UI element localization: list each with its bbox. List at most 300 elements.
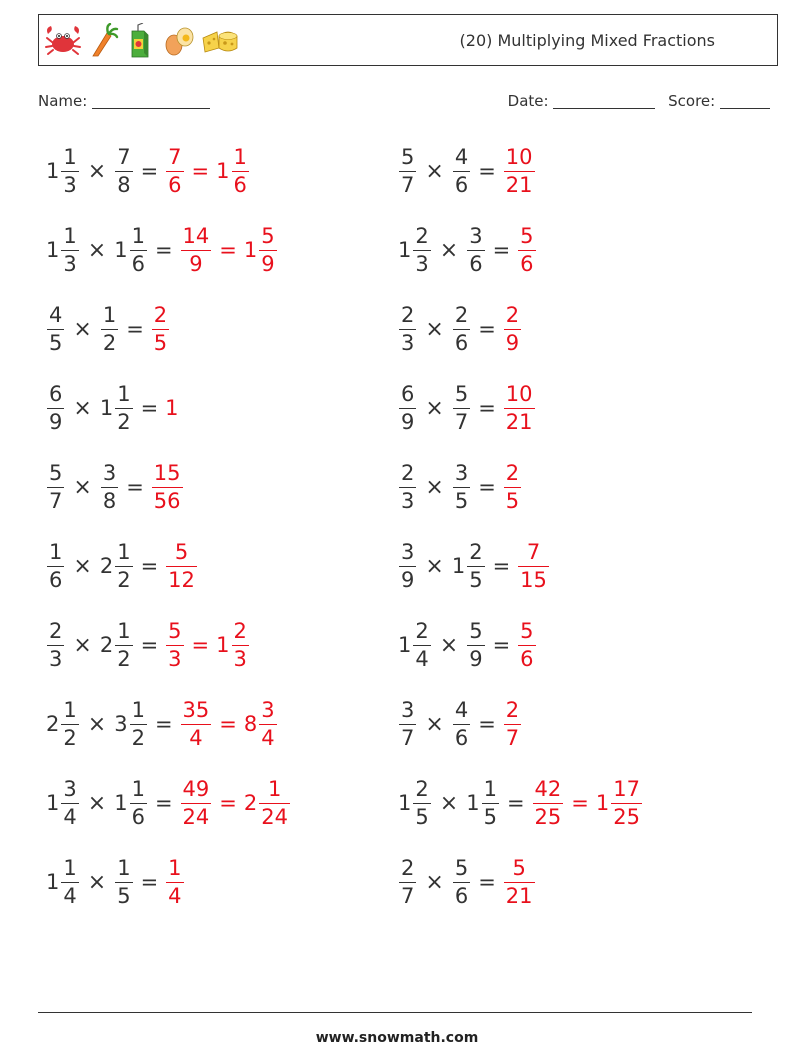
mixed-number [466,776,500,829]
fraction [504,697,521,750]
problem [46,693,278,755]
fraction [152,302,169,355]
mixed-number [165,144,184,197]
denominator: 9 [401,567,415,592]
numerator: 5 [520,223,534,248]
numerator: 2 [505,460,520,485]
numerator: 2 [401,855,415,880]
mixed-number [452,855,471,908]
denominator: 4 [189,725,203,750]
problem [46,298,170,360]
problem-row [0,456,794,518]
numerator: 1 [267,776,282,801]
numerator: 2 [469,539,483,564]
fraction [504,855,535,908]
mixed-number [451,539,486,592]
numerator: 1 [63,144,77,169]
numerator: 5 [512,855,526,880]
denominator: 9 [189,251,203,276]
score-label: Score: [668,92,716,110]
footer-divider [38,1012,752,1013]
equals-sign: = [140,396,159,420]
numerator: 3 [454,460,469,485]
mixed-number [452,460,471,513]
whole-part: 8 [243,712,258,736]
fraction [518,618,535,671]
whole-part: 2 [46,712,60,736]
fraction [166,855,183,908]
equals-sign: = [478,159,496,183]
problem [398,614,537,676]
mixed-number [398,223,432,276]
fraction [504,302,521,355]
denominator: 2 [117,409,131,434]
times-sign: × [425,869,444,895]
mixed-number [398,697,417,750]
carrot-icon [87,23,119,59]
denominator: 6 [49,567,63,592]
mixed-number [165,618,184,671]
equals-sign: = [478,870,496,894]
fraction [61,144,78,197]
denominator: 4 [415,646,429,671]
denominator: 7 [401,725,415,750]
denominator: 5 [483,804,497,829]
mixed-number [466,223,485,276]
problem-row [0,140,794,202]
fraction [259,697,276,750]
numerator: 1 [117,618,131,643]
times-sign: × [87,869,107,895]
answer [151,302,170,355]
fraction [115,381,132,434]
denominator: 5 [505,488,520,513]
mixed-number [99,618,134,671]
mixed-number [398,460,417,513]
mixed-number [180,697,213,750]
numerator: 10 [505,144,533,169]
numerator: 15 [153,460,181,485]
equals-sign: = [140,633,159,657]
whole-part: 1 [398,238,412,262]
numerator: 1 [233,144,247,169]
numerator: 3 [401,539,415,564]
times-sign: × [87,711,107,737]
numerator: 1 [117,539,131,564]
fraction [115,855,132,908]
denominator: 8 [117,172,131,197]
problem-row [0,298,794,360]
mixed-number [532,776,565,829]
mixed-number [100,302,119,355]
denominator: 6 [454,883,469,908]
denominator: 6 [454,330,469,355]
problem-row [0,772,794,834]
denominator: 6 [454,725,469,750]
denominator: 24 [182,804,210,829]
answer [517,223,536,276]
denominator: 3 [401,488,415,513]
numerator: 42 [534,776,562,801]
times-sign: × [73,553,92,579]
numerator: 1 [63,697,77,722]
numerator: 49 [182,776,210,801]
numerator: 3 [102,460,117,485]
numerator: 5 [401,144,415,169]
fraction [152,460,183,513]
denominator: 8 [102,488,117,513]
numerator: 2 [415,776,429,801]
denominator: 5 [49,330,63,355]
denominator: 6 [454,172,469,197]
problem [46,535,198,597]
numerator: 1 [131,223,145,248]
answer [165,539,198,592]
equals-sign: = [492,554,511,578]
numerator: 7 [117,144,131,169]
mixed-number [114,223,148,276]
numerator: 5 [469,618,483,643]
fraction [399,697,416,750]
numerator: 2 [415,618,429,643]
numerator: 4 [49,302,63,327]
answer [165,855,184,908]
numerator: 5 [520,618,534,643]
problem [46,219,278,281]
answer [180,697,278,750]
mixed-number [503,302,522,355]
fraction [259,776,290,829]
whole-part: 1 [398,633,412,657]
mixed-number [398,618,432,671]
equals-sign: = [219,791,237,815]
fraction [413,223,430,276]
header-icons [43,21,241,61]
denominator: 15 [520,567,547,592]
denominator: 9 [49,409,63,434]
equals-sign: = [154,791,173,815]
whole-part: 1 [114,238,128,262]
fraction [453,697,470,750]
numerator: 2 [153,302,168,327]
fraction [47,618,64,671]
fraction [453,302,470,355]
mixed-number [452,697,471,750]
name-label: Name: [38,92,88,110]
denominator: 24 [261,804,288,829]
mixed-number [165,855,184,908]
mixed-number [503,144,536,197]
equals-sign: = [126,317,144,341]
numerator: 7 [168,144,182,169]
mixed-number [398,302,417,355]
equals-sign: = [219,712,237,736]
denominator: 21 [505,409,533,434]
equals-sign: = [126,475,144,499]
answer [532,776,643,829]
equals-sign: = [191,159,210,183]
fraction [453,144,470,197]
problem [398,140,536,202]
denominator: 4 [63,804,77,829]
numerator: 5 [261,223,275,248]
problem [46,772,291,834]
problem-row [0,851,794,913]
eggs-icon [161,23,197,59]
times-sign: × [425,158,444,184]
fraction [413,776,430,829]
denominator: 9 [401,409,415,434]
name-field [38,92,210,110]
fraction [453,855,470,908]
answer [151,460,184,513]
numerator: 3 [469,223,483,248]
times-sign: × [425,474,444,500]
numerator: 3 [261,697,275,722]
mixed-number [114,144,133,197]
fraction [115,618,132,671]
equals-sign: = [140,870,159,894]
worksheet-header [38,14,778,66]
whole-part: 1 [46,791,60,815]
mixed-number [46,381,65,434]
denominator: 7 [49,488,63,513]
problem-row [0,377,794,439]
numerator: 1 [63,223,77,248]
denominator: 9 [469,646,483,671]
denominator: 25 [613,804,640,829]
date-label: Date: [507,92,549,110]
fraction [101,302,118,355]
numerator: 6 [49,381,63,406]
answer [503,144,536,197]
name-blank[interactable] [92,92,210,109]
answer [165,396,179,420]
fraction [181,697,212,750]
fraction [399,381,416,434]
denominator: 3 [63,172,77,197]
fraction [232,618,249,671]
times-sign: × [87,158,107,184]
denominator: 5 [415,804,429,829]
problem [46,377,180,439]
numerator: 2 [454,302,469,327]
denominator: 7 [454,409,469,434]
mixed-number [46,144,80,197]
numerator: 5 [49,460,63,485]
mixed-number [243,223,278,276]
crab-icon [43,24,83,58]
fraction [47,460,64,513]
numerator: 1 [131,776,145,801]
numerator: 2 [49,618,63,643]
denominator: 9 [505,330,520,355]
mixed-number [243,697,278,750]
fraction [47,539,64,592]
denominator: 2 [117,567,131,592]
equals-sign: = [478,475,496,499]
fraction [504,381,535,434]
denominator: 12 [168,567,195,592]
fraction [181,223,212,276]
numerator: 10 [505,381,533,406]
mixed-number [503,855,536,908]
numerator: 1 [63,855,77,880]
mixed-number [46,302,65,355]
fraction [166,618,183,671]
mixed-number [503,697,522,750]
problem-row [0,693,794,755]
mixed-number [165,396,179,420]
fraction [115,539,132,592]
mixed-number [114,855,133,908]
fraction [130,697,147,750]
numerator: 2 [505,302,520,327]
mixed-number [517,223,536,276]
mixed-number [99,381,134,434]
mixed-number [46,855,80,908]
times-sign: × [87,790,107,816]
denominator: 7 [401,172,415,197]
fraction [611,776,642,829]
numerator: 35 [182,697,210,722]
mixed-number [114,697,148,750]
whole-part: 1 [216,159,230,183]
times-sign: × [439,632,459,658]
fraction [399,539,416,592]
denominator: 6 [131,804,145,829]
mixed-number [398,776,432,829]
problem-row [0,614,794,676]
denominator: 25 [534,804,562,829]
date-score-fields [508,92,770,110]
score-blank[interactable] [720,92,770,109]
mixed-number [46,697,80,750]
fraction [467,223,484,276]
times-sign: × [425,553,444,579]
date-blank[interactable] [553,92,655,109]
equals-sign: = [154,238,173,262]
problem [398,535,550,597]
problem [398,851,536,913]
numerator: 3 [401,697,415,722]
equals-sign: = [154,712,173,736]
whole-part: 1 [46,238,60,262]
times-sign: × [87,237,107,263]
whole-part: 1 [99,396,114,420]
times-sign: × [425,711,444,737]
mixed-number [46,539,65,592]
numerator: 1 [102,302,117,327]
mixed-number [114,776,148,829]
equals-sign: = [571,791,589,815]
mixed-number [100,460,119,513]
numerator: 3 [63,776,77,801]
whole-part: 1 [451,554,466,578]
fraction [453,381,470,434]
denominator: 6 [233,172,247,197]
whole-part: 1 [243,238,258,262]
whole-part: 1 [165,396,179,420]
whole-part: 1 [114,791,128,815]
mixed-number [165,539,198,592]
times-sign: × [439,237,459,263]
fraction [518,539,549,592]
fraction [61,855,78,908]
problem [46,851,185,913]
answer [503,697,522,750]
answer [165,144,250,197]
fraction [399,144,416,197]
denominator: 6 [520,646,534,671]
mixed-number [452,381,471,434]
denominator: 56 [153,488,181,513]
equals-sign: = [478,317,496,341]
problem [398,298,522,360]
mixed-number [517,539,550,592]
fraction [232,144,249,197]
equals-sign: = [478,712,496,736]
equals-sign: = [140,554,159,578]
times-sign: × [73,474,92,500]
denominator: 4 [168,883,182,908]
denominator: 4 [261,725,275,750]
denominator: 4 [63,883,77,908]
numerator: 2 [233,618,247,643]
denominator: 5 [153,330,168,355]
fraction [47,302,64,355]
denominator: 5 [117,883,131,908]
denominator: 21 [505,883,533,908]
answer [503,855,536,908]
mixed-number [452,302,471,355]
mixed-number [151,460,184,513]
numerator: 17 [613,776,640,801]
fraction [101,460,118,513]
answer [503,381,536,434]
numerator: 1 [168,855,182,880]
denominator: 3 [233,646,247,671]
fraction [399,855,416,908]
denominator: 6 [520,251,534,276]
mixed-number [180,776,213,829]
denominator: 6 [131,251,145,276]
denominator: 3 [63,251,77,276]
whole-part: 1 [466,791,480,815]
fraction [61,697,78,750]
equals-sign: = [191,633,210,657]
fraction [413,618,430,671]
whole-part: 2 [243,791,258,815]
numerator: 5 [174,539,189,564]
mixed-number [398,144,417,197]
problem [398,456,522,518]
juice-box-icon [123,23,157,59]
whole-part: 1 [46,159,60,183]
fraction [61,223,78,276]
numerator: 5 [454,855,469,880]
mixed-number [452,144,471,197]
problem [46,456,184,518]
numerator: 4 [454,697,469,722]
times-sign: × [425,395,444,421]
fraction [399,460,416,513]
answer [165,618,250,671]
mixed-number [398,539,417,592]
fraction [166,539,197,592]
mixed-number [151,302,170,355]
fraction [130,776,147,829]
